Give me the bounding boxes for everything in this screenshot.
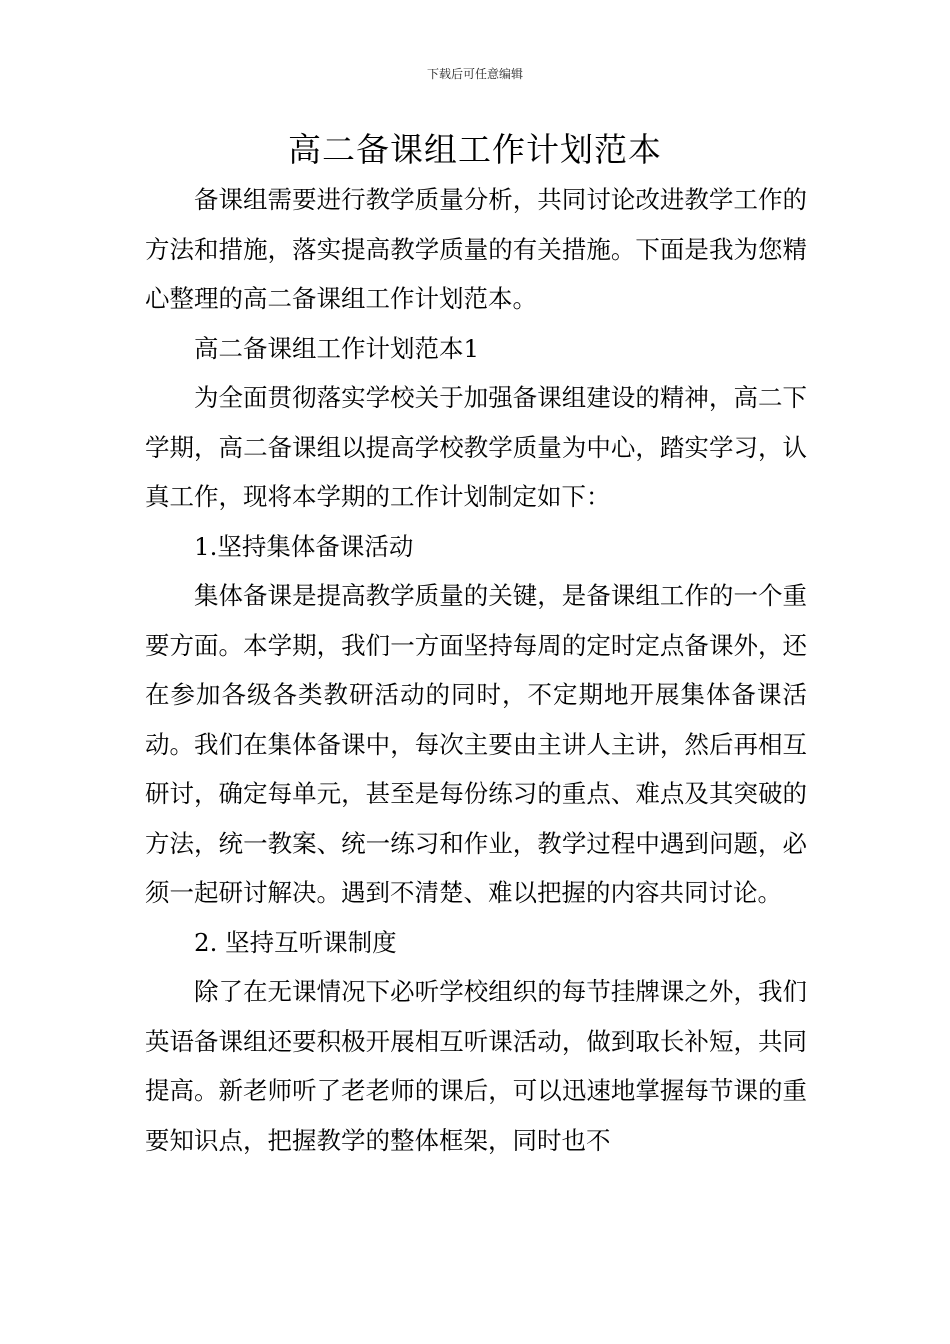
paragraph-3: 除了在无课情况下必听学校组织的每节挂牌课之外，我们英语备课组还要积极开展相互听课活动，做到取长补短，共同提高。新老师听了老老师的课后，可以迅速地掌握每节课的重要知识点，把握教学的整体框架，同时也不 (145, 977, 807, 1155)
paragraph-1: 为全面贯彻落实学校关于加强备课组建设的精神，高二下学期，高二备课组以提高学校教学质量为中心，踏实学习，认真工作，现将本学期的工作计划制定如下： (145, 383, 807, 511)
document-body (145, 175, 807, 1165)
document-title: 高二备课组工作计划范本 (288, 130, 662, 169)
intro-paragraph: 备课组需要进行教学质量分析，共同讨论改进教学工作的方法和措施，落实提高教学质量的有关措施。下面是我为您精心整理的高二备课组工作计划范本。 (145, 185, 807, 313)
paragraph-2: 集体备课是提高教学质量的关键，是备课组工作的一个重要方面。本学期，我们一方面坚持每周的定时定点备课外，还在参加各级各类教研活动的同时，不定期地开展集体备课活动。我们在集体备课中，每次主要由主讲人主讲，然后再相互研讨，确定每单元，甚至是每份练习的重点、难点及其突破的方法，统一教案、统一练习和作业，教学过程中遇到问题，必须一起研讨解决。遇到不清楚、难以把握的内容共同讨论。 (145, 581, 807, 907)
heading-1: 1.坚持集体备课活动 (194, 531, 414, 561)
header-note: 下载后可任意编辑 (426, 67, 523, 81)
heading-2: 2. 坚持互听课制度 (194, 927, 397, 957)
section-title: 高二备课组工作计划范本1 (194, 333, 480, 363)
